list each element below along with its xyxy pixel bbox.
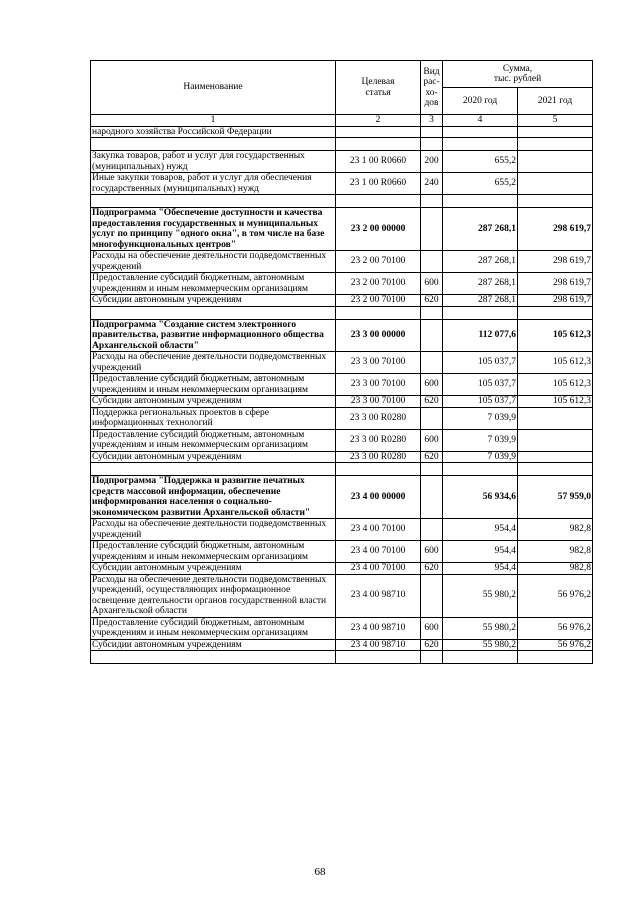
header-year1-label: 2020 год xyxy=(462,95,498,106)
name-cell: Расходы на обеспечение деятельности подведомственных учреждений xyxy=(91,251,336,273)
empty-cell xyxy=(91,306,336,319)
amount-2021-cell: 57 959,0 xyxy=(518,476,593,519)
expense-type-cell: 620 xyxy=(421,295,443,307)
column-number: 4 xyxy=(443,115,518,127)
name-cell: Предоставление субсидий бюджетным, автономным учреждениям и иным некоммерческим организациям xyxy=(91,374,336,396)
target-code-cell: 23 4 00 98710 xyxy=(336,617,421,639)
target-code-cell: 23 1 00 R0660 xyxy=(336,173,421,195)
empty-cell xyxy=(336,306,421,319)
empty-cell xyxy=(91,651,336,664)
name-cell: Подпрограмма "Обеспечение доступности и качества предоставления государственных и муниципальных услуг по принципу "одного окна", в том числе на базе многофункциональных центров" xyxy=(91,208,336,251)
target-code-cell: 23 3 00 R0280 xyxy=(336,407,421,429)
empty-cell xyxy=(421,195,443,208)
header-type-line1: Вид xyxy=(423,66,440,77)
expense-type-cell xyxy=(421,251,443,273)
header-target xyxy=(336,61,421,115)
expense-type-cell: 620 xyxy=(421,563,443,575)
empty-cell xyxy=(336,138,421,151)
empty-cell xyxy=(91,138,336,151)
expense-type-cell xyxy=(421,519,443,541)
empty-cell xyxy=(421,651,443,664)
amount-2020-cell: 287 268,1 xyxy=(443,251,518,273)
empty-cell xyxy=(336,195,421,208)
table-row xyxy=(91,374,593,396)
empty-cell xyxy=(443,138,518,151)
empty-cell xyxy=(443,195,518,208)
name-cell: Предоставление субсидий бюджетным, автономным учреждениям и иным некоммерческим организациям xyxy=(91,273,336,295)
name-cell: Предоставление субсидий бюджетным, автономным учреждениям и иным некоммерческим организациям xyxy=(91,617,336,639)
header-type xyxy=(421,61,443,115)
table-row xyxy=(91,273,593,295)
empty-cell xyxy=(421,306,443,319)
header-target-line2: статья xyxy=(365,87,391,98)
table-row xyxy=(91,451,593,463)
spacer-row xyxy=(91,651,593,664)
amount-2021-cell xyxy=(518,429,593,451)
header-sum-line2: тыс. рублей xyxy=(493,74,542,84)
expense-type-cell: 620 xyxy=(421,396,443,408)
header-target-line1: Целевая xyxy=(361,77,395,87)
target-code-cell: 23 3 00 00000 xyxy=(336,319,421,352)
empty-cell xyxy=(518,651,593,664)
amount-2021-cell: 56 976,2 xyxy=(518,639,593,651)
amount-2020-cell: 7 039,9 xyxy=(443,451,518,463)
amount-2021-cell xyxy=(518,451,593,463)
header-year-2021 xyxy=(518,88,593,115)
subprogram-row xyxy=(91,476,593,519)
amount-2020-cell: 655,2 xyxy=(443,151,518,173)
empty-cell xyxy=(91,195,336,208)
name-cell: Субсидии автономным учреждениям xyxy=(91,563,336,575)
subprogram-row xyxy=(91,208,593,251)
expense-type-cell: 600 xyxy=(421,429,443,451)
amount-2021-cell xyxy=(518,407,593,429)
empty-cell xyxy=(443,306,518,319)
header-row xyxy=(91,61,593,88)
amount-2020-cell: 954,4 xyxy=(443,519,518,541)
header-type-line3: хо- xyxy=(425,87,438,98)
target-code-cell: 23 4 00 98710 xyxy=(336,574,421,617)
amount-2020-cell: 105 037,7 xyxy=(443,352,518,374)
target-code-cell: 23 3 00 R0280 xyxy=(336,429,421,451)
target-code-cell: 23 2 00 70100 xyxy=(336,251,421,273)
empty-cell xyxy=(91,463,336,476)
table-row xyxy=(91,429,593,451)
table-row xyxy=(91,251,593,273)
expense-type-cell xyxy=(421,319,443,352)
table-row xyxy=(91,126,593,138)
amount-2021-cell: 105 612,3 xyxy=(518,319,593,352)
amount-2020-cell: 55 980,2 xyxy=(443,574,518,617)
amount-2020-cell: 56 934,6 xyxy=(443,476,518,519)
empty-cell xyxy=(443,651,518,664)
empty-cell xyxy=(336,651,421,664)
amount-2020-cell: 112 077,6 xyxy=(443,319,518,352)
expense-type-cell: 600 xyxy=(421,374,443,396)
empty-cell xyxy=(421,138,443,151)
table-row xyxy=(91,574,593,617)
target-code-cell: 23 4 00 70100 xyxy=(336,519,421,541)
empty-cell xyxy=(518,138,593,151)
name-cell: Расходы на обеспечение деятельности подведомственных учреждений xyxy=(91,519,336,541)
amount-2021-cell: 298 619,7 xyxy=(518,251,593,273)
header-name-label: Наименование xyxy=(183,82,243,93)
amount-2021-cell: 298 619,7 xyxy=(518,295,593,307)
name-cell: Предоставление субсидий бюджетным, автономным учреждениям и иным некоммерческим организациям xyxy=(91,429,336,451)
amount-2021-cell: 105 612,3 xyxy=(518,374,593,396)
header-year2-label: 2021 год xyxy=(537,95,573,106)
name-cell: Подпрограмма "Создание систем электронного правительства, развитие информационного общества Архангельской области" xyxy=(91,319,336,352)
table-row xyxy=(91,173,593,195)
name-cell: Субсидии автономным учреждениям xyxy=(91,639,336,651)
amount-2021-cell xyxy=(518,173,593,195)
table-row xyxy=(91,295,593,307)
header-type-line4: дов xyxy=(424,98,439,108)
amount-2021-cell: 982,8 xyxy=(518,519,593,541)
subprogram-row xyxy=(91,319,593,352)
expense-type-cell xyxy=(421,574,443,617)
amount-2020-cell: 105 037,7 xyxy=(443,396,518,408)
amount-2020-cell: 55 980,2 xyxy=(443,617,518,639)
name-cell: Предоставление субсидий бюджетным, автономным учреждениям и иным некоммерческим организациям xyxy=(91,541,336,563)
name-cell: Подпрограмма "Поддержка и развитие печатных средств массовой информации, обеспечение информирования населения о социально-экономическом развитии Архангельской области" xyxy=(91,476,336,519)
name-cell: Субсидии автономным учреждениям xyxy=(91,451,336,463)
amount-2020-cell: 287 268,1 xyxy=(443,208,518,251)
header-name xyxy=(91,61,336,115)
target-code-cell: 23 4 00 70100 xyxy=(336,563,421,575)
spacer-row xyxy=(91,138,593,151)
expense-type-cell: 620 xyxy=(421,451,443,463)
name-cell: Поддержка региональных проектов в сфере информационных технологий xyxy=(91,407,336,429)
table-row xyxy=(91,519,593,541)
amount-2021-cell: 56 976,2 xyxy=(518,617,593,639)
amount-2020-cell: 287 268,1 xyxy=(443,295,518,307)
column-number: 3 xyxy=(421,115,443,127)
table-row xyxy=(91,396,593,408)
amount-2020-cell: 287 268,1 xyxy=(443,273,518,295)
page-number: 68 xyxy=(314,866,326,878)
expense-type-cell xyxy=(421,126,443,138)
budget-table-body xyxy=(91,61,593,664)
expense-type-cell: 600 xyxy=(421,541,443,563)
name-cell: Иные закупки товаров, работ и услуг для обеспечения государственных (муниципальных) нужд xyxy=(91,173,336,195)
expense-type-cell: 240 xyxy=(421,173,443,195)
amount-2021-cell xyxy=(518,126,593,138)
expense-type-cell xyxy=(421,208,443,251)
amount-2021-cell xyxy=(518,151,593,173)
name-cell: Расходы на обеспечение деятельности подведомственных учреждений xyxy=(91,352,336,374)
empty-cell xyxy=(336,463,421,476)
name-cell: Субсидии автономным учреждениям xyxy=(91,295,336,307)
amount-2021-cell: 56 976,2 xyxy=(518,574,593,617)
amount-2020-cell: 105 037,7 xyxy=(443,374,518,396)
amount-2021-cell: 298 619,7 xyxy=(518,273,593,295)
column-number-row xyxy=(91,115,593,127)
expense-type-cell: 620 xyxy=(421,639,443,651)
target-code-cell: 23 2 00 00000 xyxy=(336,208,421,251)
spacer-row xyxy=(91,463,593,476)
header-sum-line1: Сумма, xyxy=(502,63,533,74)
name-cell: Закупка товаров, работ и услуг для государственных (муниципальных) нужд xyxy=(91,151,336,173)
table-row xyxy=(91,352,593,374)
table-row xyxy=(91,617,593,639)
expense-type-cell: 600 xyxy=(421,617,443,639)
column-number: 1 xyxy=(91,115,336,127)
amount-2020-cell: 7 039,9 xyxy=(443,429,518,451)
spacer-row xyxy=(91,306,593,319)
empty-cell xyxy=(518,306,593,319)
amount-2020-cell: 954,4 xyxy=(443,541,518,563)
table-row xyxy=(91,151,593,173)
target-code-cell: 23 4 00 98710 xyxy=(336,639,421,651)
expense-type-cell: 200 xyxy=(421,151,443,173)
name-cell: Расходы на обеспечение деятельности подведомственных учреждений, осуществляющих информационное освещение деятельности органов государственной власти Архангельской области xyxy=(91,574,336,617)
target-code-cell xyxy=(336,126,421,138)
target-code-cell: 23 4 00 00000 xyxy=(336,476,421,519)
amount-2020-cell: 954,4 xyxy=(443,563,518,575)
spacer-row xyxy=(91,195,593,208)
target-code-cell: 23 2 00 70100 xyxy=(336,295,421,307)
header-type-line2: рас- xyxy=(423,77,440,87)
target-code-cell: 23 3 00 70100 xyxy=(336,352,421,374)
expense-type-cell xyxy=(421,352,443,374)
name-cell: Субсидии автономным учреждениям xyxy=(91,396,336,408)
amount-2020-cell: 655,2 xyxy=(443,173,518,195)
amount-2021-cell: 982,8 xyxy=(518,563,593,575)
table-row xyxy=(91,639,593,651)
target-code-cell: 23 3 00 R0280 xyxy=(336,451,421,463)
target-code-cell: 23 3 00 70100 xyxy=(336,374,421,396)
target-code-cell: 23 1 00 R0660 xyxy=(336,151,421,173)
budget-table xyxy=(90,60,593,664)
expense-type-cell: 600 xyxy=(421,273,443,295)
amount-2021-cell: 982,8 xyxy=(518,541,593,563)
amount-2021-cell: 105 612,3 xyxy=(518,396,593,408)
header-year-2020 xyxy=(443,88,518,115)
name-cell: народного хозяйства Российской Федерации xyxy=(91,126,336,138)
table-row xyxy=(91,563,593,575)
expense-type-cell xyxy=(421,407,443,429)
amount-2020-cell: 7 039,9 xyxy=(443,407,518,429)
target-code-cell: 23 2 00 70100 xyxy=(336,273,421,295)
target-code-cell: 23 4 00 70100 xyxy=(336,541,421,563)
table-row xyxy=(91,541,593,563)
empty-cell xyxy=(421,463,443,476)
target-code-cell: 23 3 00 70100 xyxy=(336,396,421,408)
amount-2020-cell: 55 980,2 xyxy=(443,639,518,651)
amount-2021-cell: 298 619,7 xyxy=(518,208,593,251)
amount-2021-cell: 105 612,3 xyxy=(518,352,593,374)
empty-cell xyxy=(518,195,593,208)
header-sum xyxy=(443,61,593,88)
table-row xyxy=(91,407,593,429)
column-number: 5 xyxy=(518,115,593,127)
expense-type-cell xyxy=(421,476,443,519)
empty-cell xyxy=(518,463,593,476)
empty-cell xyxy=(443,463,518,476)
column-number: 2 xyxy=(336,115,421,127)
amount-2020-cell xyxy=(443,126,518,138)
